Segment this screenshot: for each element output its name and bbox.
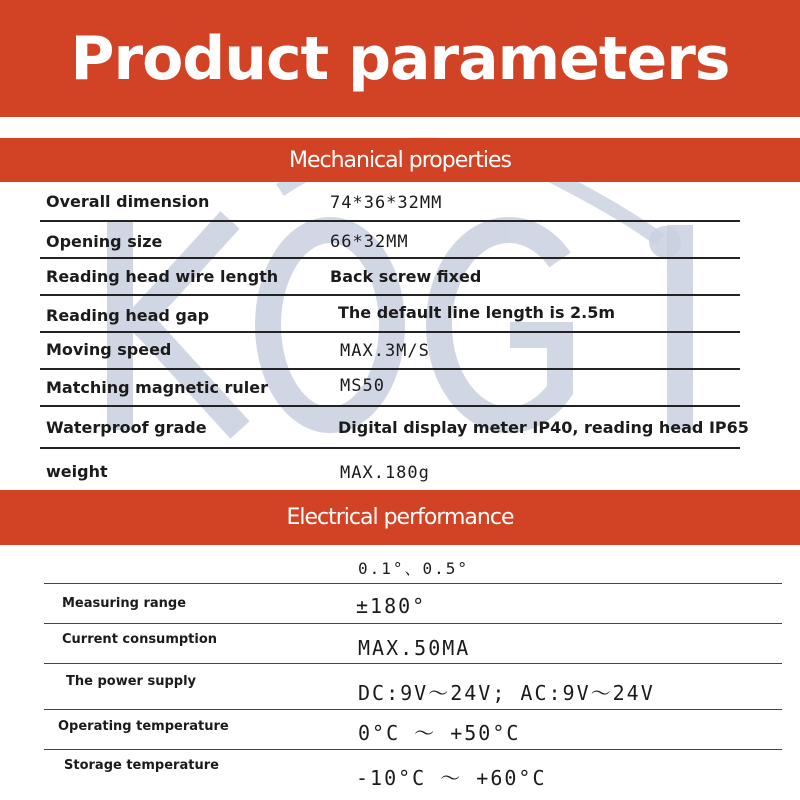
spec-row bbox=[0, 222, 800, 259]
spec-value: MAX.3M/S bbox=[340, 341, 430, 361]
title-banner bbox=[0, 0, 800, 117]
spec-row bbox=[0, 750, 800, 798]
spec-value: 0°C ～ +50°C bbox=[358, 721, 521, 745]
electrical-section-header bbox=[0, 490, 800, 545]
spec-value: -10°C ～ +60°C bbox=[356, 766, 547, 790]
spec-label: Measuring range bbox=[62, 596, 187, 611]
spec-row bbox=[0, 185, 800, 222]
spec-row bbox=[0, 449, 800, 489]
spec-value: The default line length is 2.5m bbox=[338, 303, 616, 322]
spec-label: Operating temperature bbox=[58, 719, 229, 734]
spec-label: Reading head wire length bbox=[46, 267, 279, 286]
spec-row bbox=[0, 584, 800, 624]
spec-row bbox=[0, 259, 800, 296]
spec-value: DC:9V～24V; AC:9V～24V bbox=[358, 681, 655, 705]
spec-value: Digital display meter IP40, reading head IP65 bbox=[338, 418, 749, 437]
spec-label: weight bbox=[46, 462, 108, 481]
spec-value: MAX.50MA bbox=[358, 636, 471, 660]
spec-row bbox=[0, 333, 800, 370]
spec-label: Overall dimension bbox=[46, 192, 210, 211]
electrical-heading: Electrical performance bbox=[286, 505, 514, 530]
spec-value: 66*32MM bbox=[330, 232, 409, 252]
spec-value: 74*36*32MM bbox=[330, 193, 443, 213]
spec-row bbox=[0, 624, 800, 664]
page-title: Product parameters bbox=[70, 23, 730, 94]
mechanical-heading: Mechanical properties bbox=[288, 147, 512, 173]
spec-label: Reading head gap bbox=[46, 306, 210, 325]
spec-row bbox=[0, 548, 800, 584]
spec-label: Waterproof grade bbox=[46, 418, 207, 437]
spec-label: Moving speed bbox=[46, 340, 172, 359]
spec-row bbox=[0, 296, 800, 333]
spec-value: MS50 bbox=[340, 376, 385, 396]
spec-row bbox=[0, 710, 800, 750]
spec-value: MAX.180g bbox=[340, 463, 430, 483]
mechanical-section-header bbox=[0, 138, 800, 182]
spec-value: 0.1°、0.5° bbox=[358, 559, 470, 578]
spec-label: The power supply bbox=[66, 674, 196, 689]
spec-value: ±180° bbox=[356, 594, 427, 618]
spec-label: Storage temperature bbox=[64, 758, 219, 773]
spec-label: Matching magnetic ruler bbox=[46, 378, 268, 397]
spec-row bbox=[0, 370, 800, 407]
spec-row bbox=[0, 407, 800, 449]
spec-row bbox=[0, 664, 800, 710]
spec-label: Opening size bbox=[46, 232, 163, 251]
spec-value: Back screw fixed bbox=[330, 267, 482, 286]
spec-label: Current consumption bbox=[62, 632, 218, 647]
